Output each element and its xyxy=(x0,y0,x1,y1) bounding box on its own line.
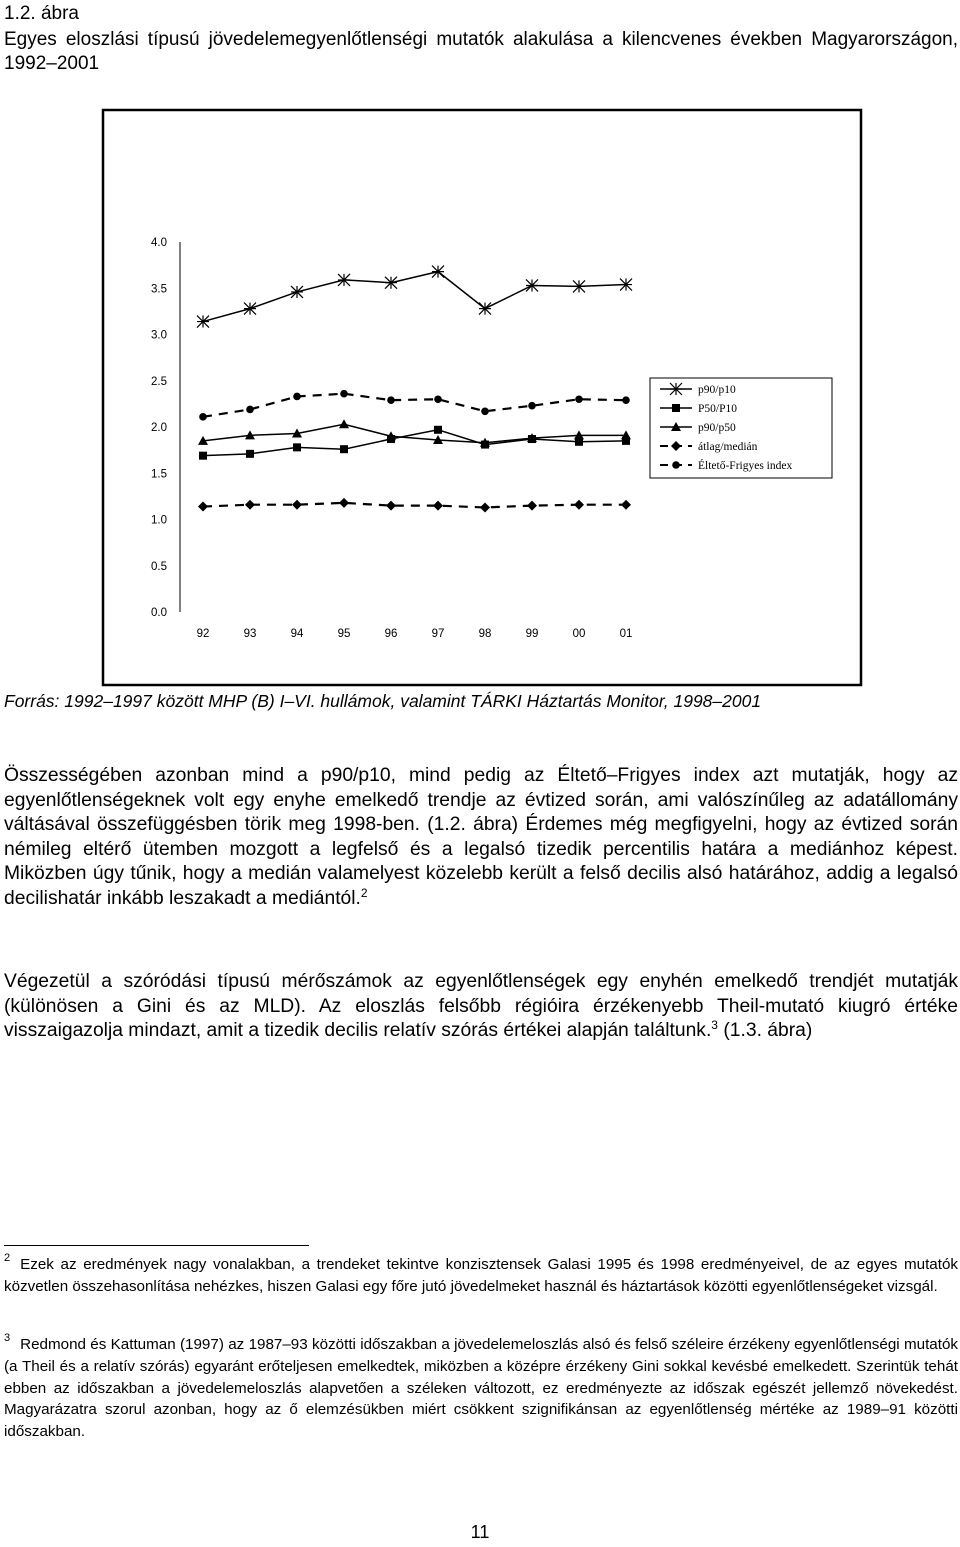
x-tick-label: 98 xyxy=(478,628,492,640)
y-tick-label: 4.0 xyxy=(151,237,167,249)
y-tick-label: 0.0 xyxy=(151,607,167,619)
y-tick-label: 3.5 xyxy=(151,283,167,296)
figure-title: Egyes eloszlási típusú jövedelemegyenlőtlenségi mutatók alakulása a kilencvenes években Magyarországon, 1992–2001 xyxy=(4,29,958,74)
footnote-2-text: Ezek az eredmények nagy vonalakban, a trendeket tekintve konzisztensek Galasi 1995 és 1998 eredményeivel, de az egyes mutatók közvetlen összehasonlítása nehézkes, hiszen Galasi egy főre jutó jövedelmeket használ és háztartások közötti egyenlőtlenségeket vizsgál. xyxy=(4,1256,958,1295)
x-tick-label: 94 xyxy=(290,628,304,640)
data-point xyxy=(575,395,583,403)
x-tick-label: 99 xyxy=(525,628,539,640)
footnote-ref-3: 3 xyxy=(711,1018,718,1032)
data-point xyxy=(526,279,538,291)
figure-number: 1.2. ábra xyxy=(4,3,79,24)
y-tick-label: 1.5 xyxy=(151,468,167,481)
x-tick-label: 01 xyxy=(619,628,633,640)
y-tick-label: 2.0 xyxy=(151,422,167,434)
figure-source: Forrás: 1992–1997 között MHP (B) I–VI. hullámok, valamint TÁRKI Háztartás Monitor, 1998–2001 xyxy=(4,691,762,711)
legend-label: p90/p10 xyxy=(698,384,736,396)
y-tick-label: 3.0 xyxy=(151,329,167,342)
x-tick-label: 92 xyxy=(196,628,210,640)
footnote-3-mark: 3 xyxy=(4,1332,11,1344)
paragraph-1-text: Összességében azonban mind a p90/p10, mind pedig az Éltető–Frigyes index azt mutatják, hogy az egyenlőtlenségeknek volt egy enyhe emelkedő trendje az évtized során, ami valószínűleg az adatállomány váltásával összefüggésben törik meg 1998-ben. (1.2. ábra) Érdemes még megfigyelni, hogy az évtized során némileg eltérő ütemben mozgott a legfelső és a legalsó tizedik percentilis határa a mediánhoz képest. Miközben úgy tűnik, hogy a medián valamelyest közelebb került a felső decilis alsó határához, addig a legalsó decilishatár inkább leszakadt a mediántól. xyxy=(4,765,958,909)
data-point xyxy=(246,406,254,414)
data-point xyxy=(199,413,207,421)
data-point xyxy=(244,303,256,315)
data-point xyxy=(338,274,350,286)
footnote-2-mark: 2 xyxy=(4,1252,11,1264)
x-tick-label: 96 xyxy=(384,628,398,640)
legend-marker xyxy=(672,404,680,412)
footnote-ref-2: 2 xyxy=(360,885,368,900)
x-tick-label: 93 xyxy=(243,628,257,640)
y-tick-label: 1.0 xyxy=(151,514,167,527)
data-point xyxy=(620,279,632,291)
chart xyxy=(0,0,960,690)
legend-label: p90/p50 xyxy=(698,422,736,434)
data-point xyxy=(199,452,207,460)
data-point xyxy=(340,445,348,453)
legend-label: átlag/medián xyxy=(698,441,758,453)
data-point xyxy=(432,266,444,278)
data-point xyxy=(246,450,254,458)
data-point xyxy=(434,426,442,434)
body-paragraph-1 xyxy=(4,764,958,911)
legend-entry xyxy=(660,383,736,396)
data-point xyxy=(434,395,442,403)
legend-label: P50/P10 xyxy=(698,403,737,415)
data-point xyxy=(291,286,303,298)
paragraph-2-text: Végezetül a szóródási típusú mérőszámok az egyenlőtlenségek egy enyhén emelkedő trendjét mutatják (különösen a Gini és az MLD). Az eloszlás felsőbb régióira érzékenyebb Theil-mutató kiugró értéke visszaigazolja mindazt, amit a tizedik decilis relatív szórás értékei alapján találtunk. xyxy=(4,971,958,1041)
legend-marker xyxy=(670,383,682,395)
data-point xyxy=(528,402,536,410)
data-point xyxy=(479,303,491,315)
footnote-3 xyxy=(4,1334,958,1443)
body-paragraph-2 xyxy=(4,970,958,1044)
data-point xyxy=(385,277,397,289)
data-point xyxy=(481,407,489,415)
data-point xyxy=(340,390,348,398)
footnote-3-text: Redmond és Kattuman (1997) az 1987–93 közötti időszakban a jövedelemeloszlás alsó és felső széleire érzékeny egyenlőtlenségi mutatók (a Theil és a relatív szórás) egyaránt erőteljesen emelkedtek, miközben a középre érzékeny Gini sokkal kevésbé emelkedett. Szerintük tehát ebben az időszakban a jövedelemeloszlás alapvetően a széleken változott, ez eredményezte az időszak egészét jellemző növekedést. Magyarázatra szorul azonban, hogy az ő elemzésükben miért csökkent szignifikánsan az egyenlőtlenség mértéke az 1989–91 közötti időszakban. xyxy=(4,1336,958,1441)
data-point xyxy=(293,393,301,401)
legend-label: Éltető-Frigyes index xyxy=(698,460,793,472)
y-tick-label: 0.5 xyxy=(151,560,167,573)
footnote-separator xyxy=(4,1245,309,1246)
data-point xyxy=(622,396,630,404)
x-tick-label: 97 xyxy=(431,628,445,640)
legend-marker xyxy=(672,461,680,469)
data-point xyxy=(293,443,301,451)
x-tick-label: 95 xyxy=(337,628,351,640)
page-number: 11 xyxy=(470,1522,490,1542)
data-point xyxy=(573,280,585,292)
data-point xyxy=(197,316,209,328)
y-tick-label: 2.5 xyxy=(151,375,167,388)
footnote-2 xyxy=(4,1254,958,1298)
data-point xyxy=(387,396,395,404)
paragraph-2-tail: (1.3. ábra) xyxy=(717,1020,813,1041)
x-tick-label: 00 xyxy=(572,628,586,640)
